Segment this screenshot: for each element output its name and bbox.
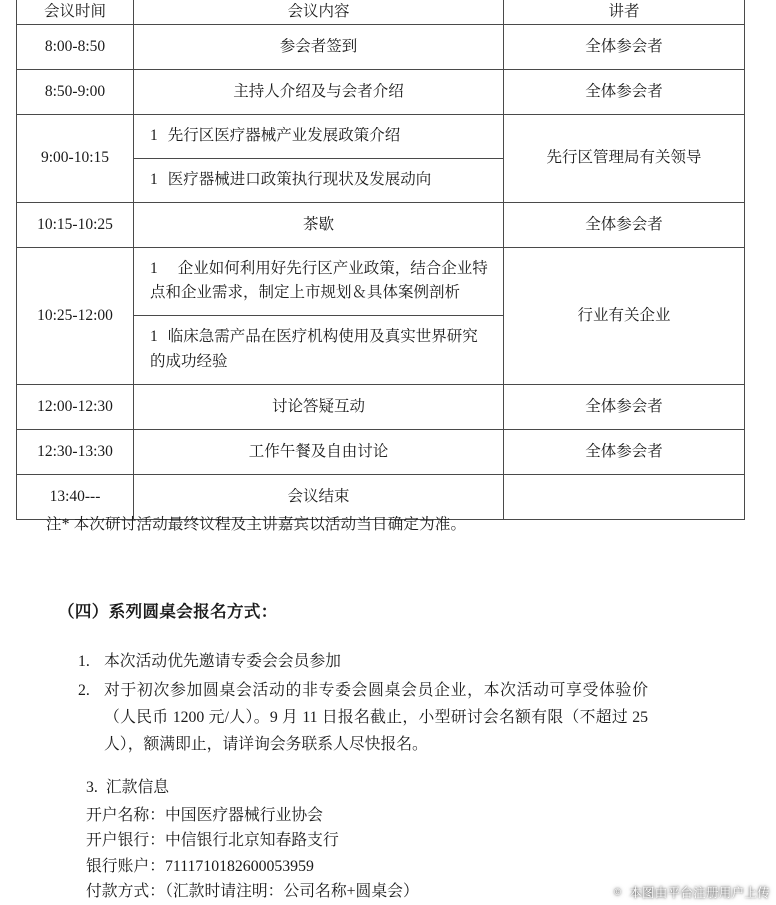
list-item-marker: 2. bbox=[78, 682, 90, 700]
table-row bbox=[17, 70, 745, 115]
item-text: 企业如何利用好先行区产业政策，结合企业特点和企业需求，制定上市规划＆具体案例剖析 bbox=[150, 259, 488, 302]
row-time: 12:00-12:30 bbox=[17, 384, 134, 429]
list-item bbox=[78, 677, 648, 758]
item-text: 临床急需产品在医疗机构使用及真实世界研究的成功经验 bbox=[150, 328, 478, 370]
row-content: 会议结束 bbox=[134, 474, 504, 519]
header-content: 会议内容 bbox=[134, 0, 504, 25]
row-time: 10:25-12:00 bbox=[17, 247, 134, 384]
item-number: 1 bbox=[150, 170, 158, 188]
row-speaker: 先行区管理局有关领导 bbox=[504, 115, 745, 203]
payment-info-block bbox=[86, 775, 666, 905]
payment-bank-name: 开户银行：中信银行北京知春路支行 bbox=[86, 832, 339, 850]
row-speaker bbox=[504, 474, 745, 519]
row-time: 8:50-9:00 bbox=[17, 70, 134, 115]
agenda-table-container bbox=[16, 0, 744, 520]
list-item-text: 本次活动优先邀请专委会会员参加 bbox=[104, 653, 341, 670]
table-row bbox=[17, 25, 745, 70]
row-speaker: 全体参会者 bbox=[504, 429, 745, 474]
row-content-item bbox=[134, 158, 503, 202]
watermark-text: 本图由平台注册用户上传 bbox=[629, 886, 770, 900]
row-content-item bbox=[134, 248, 503, 316]
payment-method: 付款方式：（汇款时请注明：公司名称+圆桌会） bbox=[86, 883, 419, 901]
item-number: 1 bbox=[150, 127, 158, 145]
table-row bbox=[17, 115, 745, 203]
list-item bbox=[78, 648, 648, 675]
row-time: 13:40--- bbox=[17, 474, 134, 519]
row-content: 工作午餐及自由讨论 bbox=[134, 429, 504, 474]
payment-account-name: 开户名称：中国医疗器械行业协会 bbox=[86, 806, 323, 824]
item-text: 先行区医疗器械产业发展政策介绍 bbox=[167, 127, 401, 145]
table-header-row bbox=[17, 0, 745, 25]
row-content: 讨论答疑互动 bbox=[134, 384, 504, 429]
row-speaker: 全体参会者 bbox=[504, 202, 745, 247]
table-row bbox=[17, 202, 745, 247]
registration-list bbox=[78, 648, 648, 761]
header-time: 会议时间 bbox=[17, 0, 134, 25]
payment-account-number: 银行账户：7111710182600053959 bbox=[86, 857, 314, 875]
row-content-item bbox=[134, 315, 503, 384]
table-row bbox=[17, 384, 745, 429]
row-content-item bbox=[134, 115, 503, 158]
row-speaker: 全体参会者 bbox=[504, 25, 745, 70]
list-item-marker: 1. bbox=[78, 653, 90, 670]
row-time: 12:30-13:30 bbox=[17, 429, 134, 474]
agenda-note: 注* 本次研讨活动最终议程及主讲嘉宾以活动当日确定为准。 bbox=[46, 516, 467, 533]
row-content: 茶歇 bbox=[134, 202, 504, 247]
row-time: 8:00-8:50 bbox=[17, 25, 134, 70]
section-heading: （四）系列圆桌会报名方式： bbox=[58, 602, 278, 621]
table-row bbox=[17, 247, 745, 384]
watermark bbox=[610, 883, 770, 901]
row-speaker: 行业有关企业 bbox=[504, 247, 745, 384]
list-item-text: 对于初次参加圆桌会活动的非专委会圆桌会员企业，本次活动可享受体验价（人民币 1200 元/人）。9 月 11 日报名截止，小型研讨会名额有限（不超过 25 人），额满即止，请详询会务联系人尽快报名。 bbox=[104, 682, 648, 754]
agenda-table bbox=[16, 0, 745, 520]
row-content bbox=[134, 247, 504, 384]
item-number: 1 bbox=[150, 328, 158, 346]
table-row bbox=[17, 429, 745, 474]
row-speaker: 全体参会者 bbox=[504, 384, 745, 429]
row-time: 9:00-10:15 bbox=[17, 115, 134, 203]
row-content bbox=[134, 115, 504, 203]
payment-title-row bbox=[86, 775, 666, 801]
payment-title: 汇款信息 bbox=[105, 779, 170, 796]
row-speaker: 全体参会者 bbox=[504, 70, 745, 115]
copyright-icon: © bbox=[610, 885, 625, 900]
item-text: 医疗器械进口政策执行现状及发展动向 bbox=[167, 170, 432, 188]
payment-marker: 3. bbox=[86, 779, 98, 796]
row-time: 10:15-10:25 bbox=[17, 202, 134, 247]
row-content: 主持人介绍及与会者介绍 bbox=[134, 70, 504, 115]
item-number: 1 bbox=[150, 259, 158, 277]
row-content: 参会者签到 bbox=[134, 25, 504, 70]
header-speaker: 讲者 bbox=[504, 0, 745, 25]
